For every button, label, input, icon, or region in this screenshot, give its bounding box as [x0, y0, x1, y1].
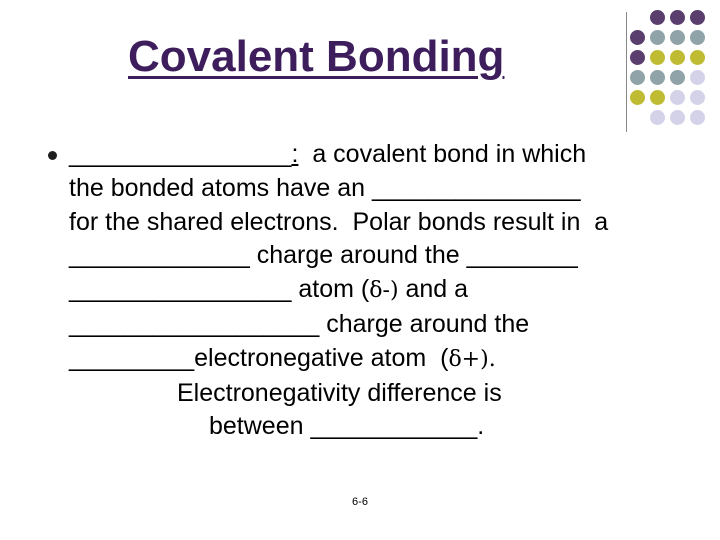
text-line-2: the bonded atoms have an _______________: [69, 173, 581, 202]
decorative-dot: [690, 110, 705, 125]
decorative-dot: [650, 110, 665, 125]
decorative-dot: [650, 70, 665, 85]
decorative-dot: [630, 30, 645, 45]
decorative-dot: [630, 70, 645, 85]
text-line-4: _____________ charge around the ________: [69, 241, 578, 270]
decorative-dot: [670, 110, 685, 125]
decorative-dot: [670, 70, 685, 85]
decorative-dot: [690, 10, 705, 25]
bullet-icon: [48, 151, 57, 160]
text-line-1: ________________: a covalent bond in which: [69, 140, 587, 168]
definition-paragraph: [69, 138, 709, 444]
decorative-dot: [670, 90, 685, 105]
text-line-3: for the shared electrons. Polar bonds result in a: [69, 207, 609, 236]
decorative-dot: [690, 30, 705, 45]
text-line-8: Electronegativity difference is: [177, 378, 502, 407]
decorative-dot: [650, 30, 665, 45]
delta-plus-symbol: δ+).: [448, 346, 496, 372]
decorative-dot: [650, 10, 665, 25]
decorative-dot: [670, 10, 685, 25]
decorative-dot: [670, 50, 685, 65]
definition-term-blank: ________________: [69, 140, 292, 168]
text-line-9: between ____________.: [209, 412, 485, 441]
decorative-dot: [650, 50, 665, 65]
divider-line: [626, 12, 627, 132]
decorative-dot: [690, 70, 705, 85]
text-line-6: __________________ charge around the: [69, 309, 530, 338]
delta-minus-symbol: δ-): [369, 278, 399, 304]
decorative-dot: [690, 50, 705, 65]
slide-title: Covalent Bonding: [128, 32, 505, 81]
decorative-dot: [650, 90, 665, 105]
text-line-7: _________electronegative atom (δ+).: [69, 343, 496, 372]
decorative-dot: [670, 30, 685, 45]
slide-number: 6-6: [352, 496, 368, 508]
decorative-dot: [630, 90, 645, 105]
decorative-dot: [690, 90, 705, 105]
decorative-dot: [630, 50, 645, 65]
text-line-5: ________________ atom (δ-) and a: [69, 275, 469, 304]
